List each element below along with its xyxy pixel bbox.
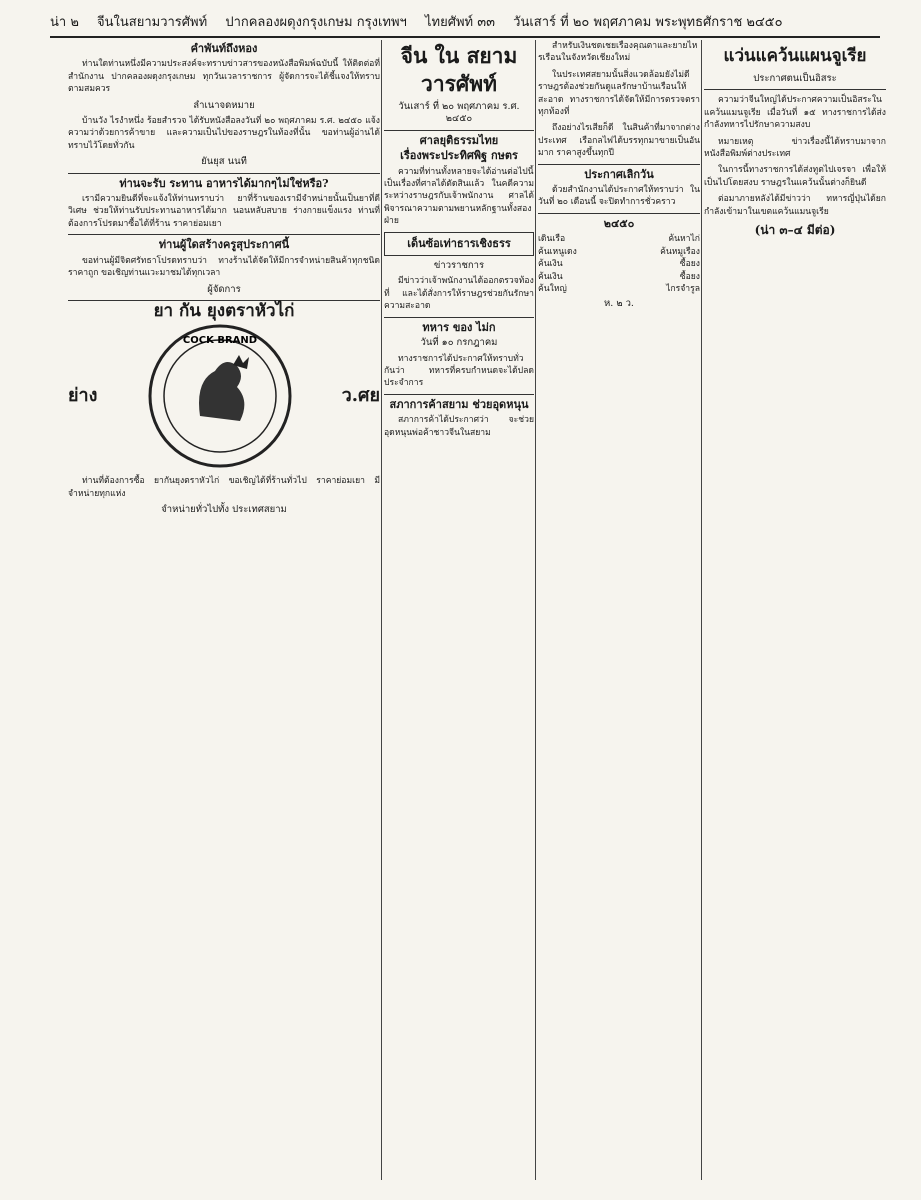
divider <box>538 213 700 214</box>
section-4-title: สภาการค้าสยาม ช่วยอุดหนุน <box>389 397 529 411</box>
article-2-title: ท่านจะรับ ระทาน อาหารได้มากๆไม่ใช่หรือ? <box>119 176 329 190</box>
continued-note: (น่า ๓–๔ มีต่อ) <box>754 223 836 238</box>
office-address: ปากคลองผดุงกรุงเกษม กรุงเทพฯ <box>225 15 407 30</box>
section-2-box <box>384 232 534 256</box>
notice-text: ท่านใดท่านหนึ่งมีความประสงค์จะทราบข่าวสารของหนังสือพิมพ์ฉบับนี้ ให้ติดต่อที่สำนักงาน ปากคลองผดุงกรุงเกษม ทุกวันเวลาราชการ ผู้จัดการจะได้ชี้แจงให้ทราบตามสมควร <box>68 59 380 95</box>
column-2 <box>384 40 534 1180</box>
signature-place: ลำเนาจดหมาย <box>193 99 255 111</box>
column-4 <box>704 40 886 1180</box>
paragraph-3: ในการนี้ทางราชการได้ส่งทูตไปเจรจา เพื่อให้เป็นไปโดยสงบ ราษฎรในแคว้นนั้นต่างก็ยินดี <box>704 165 886 188</box>
list-item: เดินเรือ ค้นหาไก่ <box>538 234 700 245</box>
section-2-title: เด็นซ้อเท่าธารเชิงธรร <box>407 236 511 250</box>
phone: ไทยศัพท์ ๓๓ <box>424 15 496 30</box>
notice-title: คำพันท์ถึงหอง <box>190 42 258 55</box>
name-list <box>538 233 700 295</box>
paragraph-1: ความว่าจีนใหญ่ได้ประกาศความเป็นอิสระในแคว้นแมนจูเรีย เมื่อวันที่ ๑๕ ทางราชการได้ส่งกำลังทหารไปรักษาความสงบ <box>704 95 886 131</box>
divider <box>384 130 534 131</box>
ad-title: ยา กัน ยุงตราหัวไก่ <box>153 300 295 321</box>
section-3-text: ทางราชการได้ประกาศให้ทราบทั่วกันว่า ทหารที่ครบกำหนดจะได้ปลดประจำการ <box>384 353 534 389</box>
divider <box>704 89 886 90</box>
ad-right-text: ว.ศย <box>341 385 380 407</box>
column-divider <box>535 40 536 1180</box>
ad-footer: จำหน่ายทั่วไปทั้ง ประเทศสยาม <box>161 504 287 516</box>
issue-date: วันเสาร์ ที่ ๒๐ พฤศภาคม พระพุทธศักราช ๒๔๕๐ <box>513 15 783 30</box>
article-3-sign: ผู้จัดการ <box>207 283 241 295</box>
logo-brand-text: COCK BRAND <box>182 335 257 347</box>
section-2-sub: ข่าวราชการ <box>433 260 485 272</box>
article-title: เรื่องพระประทิศพิฐ กษตร <box>400 149 518 163</box>
paragraph-4: ต่อมาภายหลังได้มีข่าวว่า ทหารญี่ปุ่นได้ยกกำลังเข้ามาในเขตแคว้นแมนจูเรีย <box>704 194 886 217</box>
text-3: ถึงอย่างไรเสียก็ดี ในสินค้าที่มาจากต่างประเทศ เรือกลไฟได้บรรทุกมาขายเป็นอันมาก ราคาสูงขึ้นทุกปี <box>538 123 700 159</box>
article-title-4: แว่นแคว้นแผนจูเรีย <box>723 46 867 66</box>
paper-name: จีนในสยามวารศัพท์ <box>97 15 208 30</box>
article-subtitle-4: ประกาศตนเป็นอิสระ <box>753 73 837 84</box>
list-footer: ห. ๒ ว. <box>604 298 634 310</box>
divider <box>384 394 534 395</box>
column-3 <box>538 40 700 1180</box>
list-item: ค้นเงิน ซื้อยง <box>538 271 700 282</box>
article-3-title: ท่านผู้ใดสร้างครูสุประกาศนี้ <box>158 238 290 252</box>
text-2: ในประเทศสยามนั้นสิ่งแวดล้อมยังไม่ดี ราษฎรต้องช่วยกันดูแลรักษาบ้านเรือนให้สะอาด ทางราชการได้จัดให้มีการตรวจตราทุกท้องที่ <box>538 69 700 118</box>
announce-title: ประกาศเลิกวัน <box>584 167 654 181</box>
list-item: ค้นเงิน ซื้อยง <box>538 259 700 270</box>
rooster-icon <box>199 362 244 421</box>
section-3-title: ทหาร ของ ไม่ก <box>422 320 496 334</box>
section-3-sub: วันที่ ๑๐ กรกฎาคม <box>420 337 498 349</box>
masthead-date: วันเสาร์ ที่ ๒๐ พฤศภาคม ร.ศ. ๒๔๕๐ <box>398 101 520 125</box>
paragraph-2: หมายเหตุ ข่าวเรื่องนี้ได้ทราบมาจากหนังสือพิมพ์ต่างประเทศ <box>704 136 886 160</box>
article-3-text: ขอท่านผู้มีจิตศรัทธาโปรดทราบว่า ทางร้านได้จัดให้มีการจำหน่ายสินค้าทุกชนิด ราคาถูก ขอเชิญท่านแวะมาชมได้ทุกเวลา <box>68 255 380 279</box>
section-4-text: สภาการค้าได้ประกาศว่า จะช่วยอุดหนุนพ่อค้าชาวจีนในสยาม <box>384 415 534 438</box>
ad-left-text: ย่าง <box>68 385 98 407</box>
letter-sign: ยันยุส นนที <box>201 156 247 168</box>
masthead: จีน ใน สยาม วารศัพท์ <box>400 43 518 96</box>
divider <box>384 317 534 318</box>
column-1 <box>68 40 380 1180</box>
list-item: ค้นเหนูเดง ค้นหมูเรือง <box>538 246 700 257</box>
list-item: ค้นใหญ่ ไกรจำรูล <box>538 283 700 294</box>
text-1: สำหรับเงินชดเชยเรื่องคุณตาและยายไหรเรือนในจังหวัดเชียงใหม่ <box>538 41 698 64</box>
announce-text: ด้วยสำนักงานได้ประกาศให้ทราบว่า ในวันที่ ๒๐ เดือนนี้ จะปิดทำการชั่วคราว <box>538 185 700 208</box>
section-2-text: มีข่าวว่าเจ้าพนักงานได้ออกตรวจท้องที่ และได้สั่งการให้ราษฎรช่วยกันรักษาความสะอาด <box>384 276 534 312</box>
ad-text: ท่านที่ต้องการซื้อ ยากันยุงตราหัวไก่ ขอเชิญได้ที่ร้านทั่วไป ราคาย่อมเยา มีจำหน่ายทุกแห่ง <box>68 476 380 499</box>
letter-text: บ้านวัง ไรงำหนึ่ง ร้อยสำรวจ ได้รับหนังสือลงวันที่ ๒๐ พฤศภาคม ร.ศ. ๒๔๕๐ แจ้งความว่าด้วยการค้าขาย และความเป็นไปของราษฎรในท้องที่นั้น ขอท่านผู้อ่านได้ทราบไว้โดยทั่วกัน <box>68 116 380 151</box>
ad-logo-row <box>68 321 380 471</box>
article-text: ความที่ท่านทั้งหลายจะได้อ่านต่อไปนี้ เป็นเรื่องที่ศาลได้ตัดสินแล้ว ในคดีความระหว่างราษฎรกับเจ้าพนักงาน ศาลได้พิจารณาความตามพยานหลักฐานทั้งสองฝ่าย <box>384 166 534 227</box>
divider <box>68 234 380 235</box>
page-header <box>50 10 880 38</box>
article-heading: ศาลยุติธรรมไทย <box>419 133 499 147</box>
column-divider <box>381 40 382 1180</box>
divider <box>538 164 700 165</box>
column-divider <box>701 40 702 1180</box>
cock-brand-logo <box>145 321 295 471</box>
list-title: ๒๔๕๐ <box>603 216 635 230</box>
divider <box>68 173 380 174</box>
page-number: น่า ๒ <box>50 15 79 30</box>
article-2-text: เรามีความยินดีที่จะแจ้งให้ท่านทราบว่า ยาที่ร้านของเรามีจำหน่ายนั้นเป็นยาที่ดีวิเศษ ช่วยให้ท่านรับประทานอาหารได้มาก นอนหลับสบาย ร่างกายแข็งแรง ท่านที่ต้องการโปรดมาซื้อได้ที่ร้าน ราคาย่อมเยา <box>68 194 380 229</box>
